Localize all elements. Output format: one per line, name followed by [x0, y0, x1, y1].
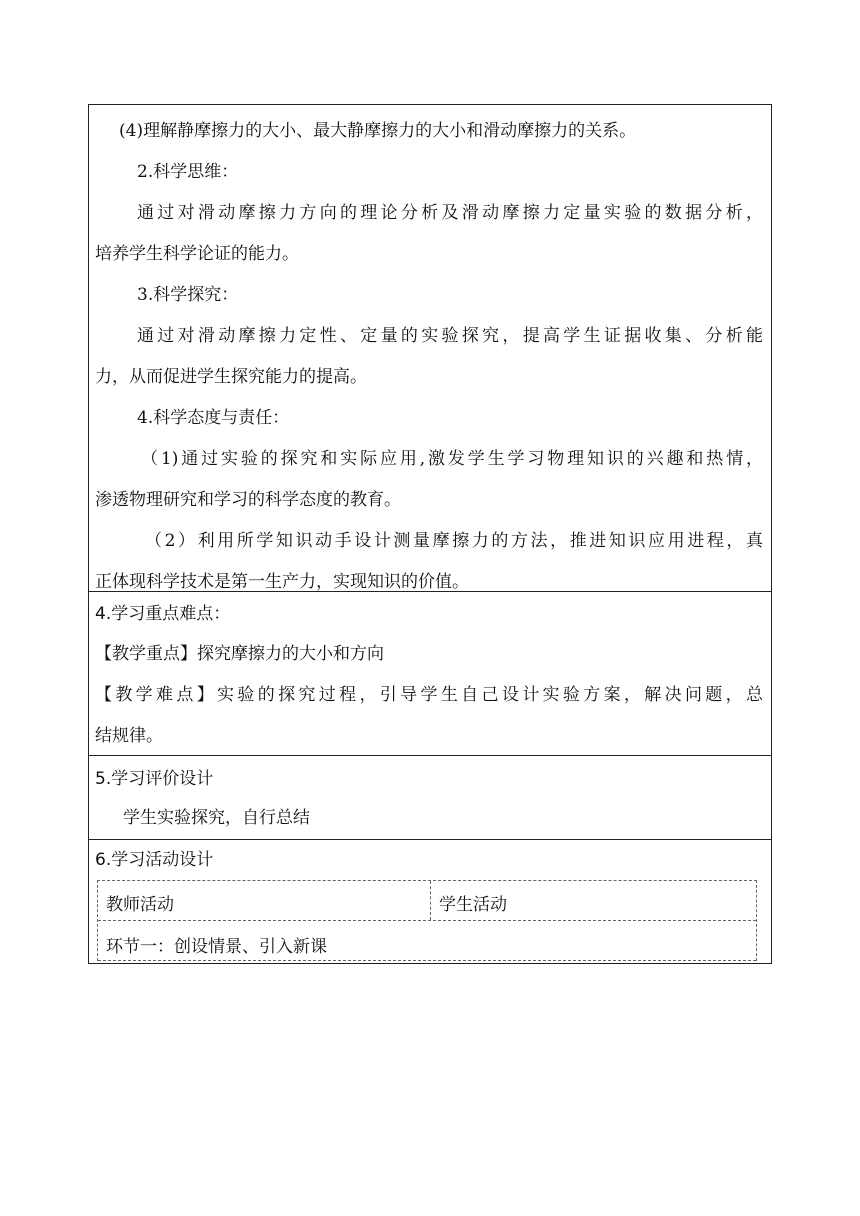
- activity-title: 6.学习活动设计: [95, 850, 214, 870]
- attitude-item-1-line2: 渗透物理研究和学习的科学态度的教育。: [95, 490, 401, 510]
- evaluation-cell: [89, 758, 771, 840]
- key-points-title: 4.学习重点难点：: [95, 604, 231, 624]
- activity-table: [97, 880, 757, 961]
- scientific-inquiry-text-line2: 力，从而促进学生探究能力的提高。: [95, 367, 367, 387]
- activity-cell: [89, 840, 771, 964]
- scientific-thinking-text-line2: 培养学生科学论证的能力。: [95, 244, 299, 264]
- evaluation-content: 学生实验探究，自行总结: [123, 808, 310, 828]
- activity-section-1: 环节一：创设情景、引入新课: [98, 921, 756, 961]
- attitude-item-1-line1: （1)通过实验的探究和实际应用,激发学生学习物理知识的兴趣和热情，: [141, 449, 763, 469]
- scientific-attitude-title: 4.科学态度与责任：: [137, 408, 290, 428]
- goal-item-4: (4)理解静摩擦力的大小、最大静摩擦力的大小和滑动摩擦力的关系。: [119, 121, 637, 141]
- scientific-inquiry-title: 3.科学探究：: [137, 285, 239, 305]
- attitude-item-2-line2: 正体现科学技术是第一生产力，实现知识的价值。: [95, 572, 469, 592]
- scientific-thinking-text-line1: 通过对滑动摩擦力方向的理论分析及滑动摩擦力定量实验的数据分析，: [137, 203, 763, 223]
- scientific-thinking-title: 2.科学思维：: [137, 162, 239, 182]
- attitude-item-2-line1: （2）利用所学知识动手设计测量摩擦力的方法，推进知识应用进程，真: [145, 531, 763, 551]
- teacher-activity-header: 教师活动: [98, 881, 431, 920]
- scientific-inquiry-text-line1: 通过对滑动摩擦力定性、定量的实验探究，提高学生证据收集、分析能: [137, 326, 763, 346]
- activity-header-row: [98, 881, 756, 921]
- evaluation-title: 5.学习评价设计: [95, 769, 214, 789]
- learning-goals-cell: [89, 105, 771, 592]
- teaching-difficulty-line1: 【教学难点】实验的探究过程，引导学生自己设计实验方案，解决问题，总: [95, 685, 763, 705]
- key-points-cell: [89, 594, 771, 756]
- teaching-focus: 【教学重点】探究摩擦力的大小和方向: [95, 644, 384, 664]
- lesson-plan-table: [88, 104, 772, 964]
- teaching-difficulty-line2: 结规律。: [95, 726, 163, 746]
- student-activity-header: 学生活动: [439, 895, 507, 915]
